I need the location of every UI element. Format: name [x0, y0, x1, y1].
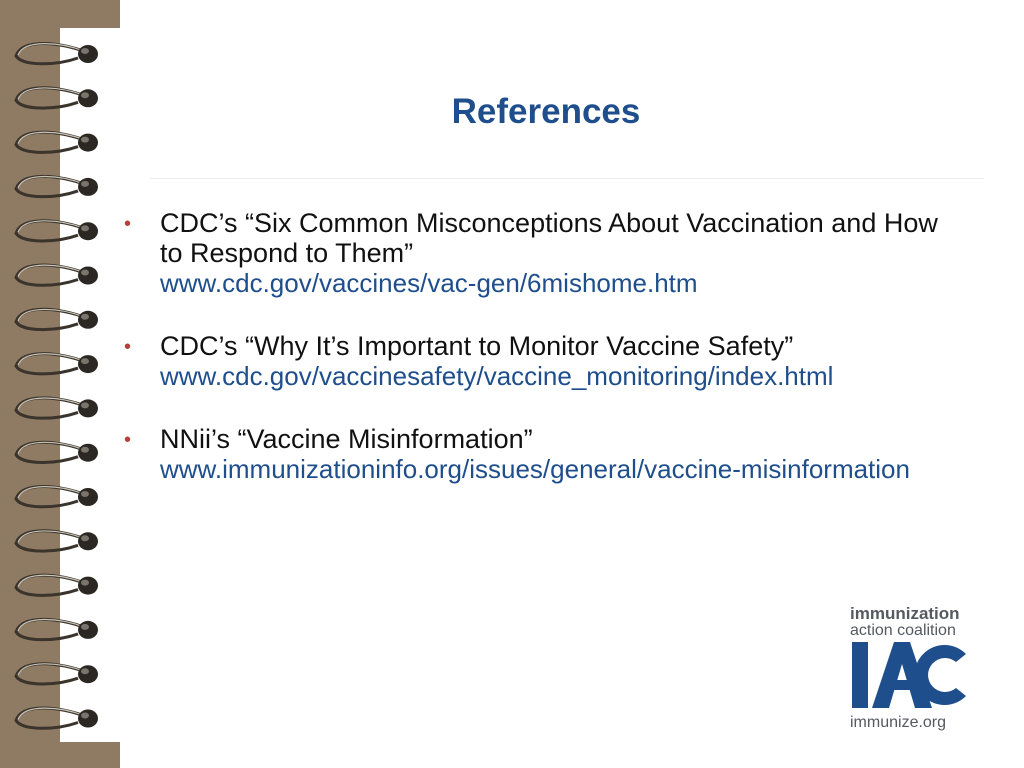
binding-ring: [16, 309, 98, 329]
binding-ring: [16, 132, 98, 152]
reference-title: NNii’s “Vaccine Misinformation”: [160, 424, 533, 454]
binding-ring: [16, 487, 98, 507]
binding-ring: [16, 531, 98, 551]
bullet-icon: •: [124, 336, 132, 358]
bullet-icon: •: [124, 213, 132, 235]
binding-ring: [16, 44, 98, 64]
reference-list: [124, 208, 954, 517]
binding-ring: [16, 176, 98, 196]
logo-line-website: immunize.org: [850, 714, 947, 731]
binding-ring: [16, 575, 98, 595]
binding-ring: [16, 398, 98, 418]
binding-ring: [16, 265, 98, 285]
spiral-coils: [0, 0, 120, 768]
reference-item: [124, 424, 954, 484]
reference-title: CDC’s “Six Common Misconceptions About Vaccination and How to Respond to Them”: [160, 208, 938, 268]
binding-ring: [16, 88, 98, 108]
reference-item: [124, 331, 954, 391]
reference-title: CDC’s “Why It’s Important to Monitor Vaccine Safety”: [160, 331, 794, 361]
iac-logo: [850, 604, 970, 736]
binding-ring: [16, 664, 98, 684]
reference-item: [124, 208, 954, 298]
bullet-icon: •: [124, 429, 132, 451]
logo-line-immunization: immunization: [850, 604, 960, 623]
binding-ring: [16, 354, 98, 374]
page-title: References: [451, 92, 641, 131]
spiral-binding: [0, 0, 120, 768]
binding-ring: [16, 619, 98, 639]
reference-link[interactable]: www.immunizationinfo.org/issues/general/vaccine-misinformation: [160, 454, 910, 484]
reference-link[interactable]: www.cdc.gov/vaccines/vac-gen/6mishome.htm: [160, 268, 698, 298]
binding-ring: [16, 221, 98, 241]
logo-line-action-coalition: action coalition: [850, 622, 956, 639]
binding-ring: [16, 708, 98, 728]
binding-ring: [16, 442, 98, 462]
reference-link[interactable]: www.cdc.gov/vaccinesafety/vaccine_monitoring/index.html: [160, 361, 834, 391]
title-divider: [150, 178, 984, 179]
iac-mark-icon: [852, 640, 968, 712]
